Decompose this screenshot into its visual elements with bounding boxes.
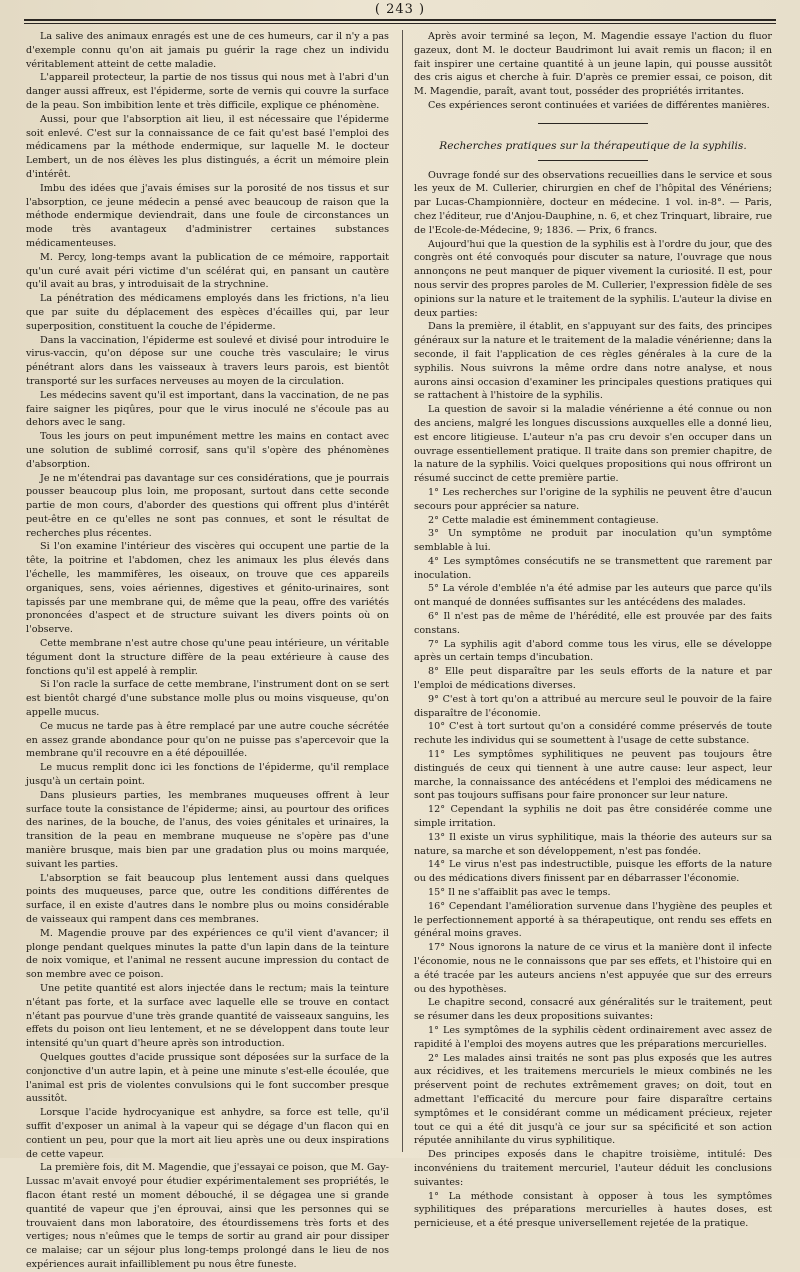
paragraph: 14° Le virus n'est pas indestructible, puisque les efforts de la nature ou des médications divers finissent par en débarrasser l'économie. bbox=[414, 859, 772, 885]
right-column bbox=[414, 30, 772, 1231]
left-column bbox=[26, 30, 389, 1272]
paragraph: Dans la première, il établit, en s'appuyant sur des faits, des principes généraux sur la nature et le traitement de la maladie vénérienne; dans la seconde, il fait l'application de ces règles générales à la cure de la syphilis. Nous suivrons la même ordre dans notre analyse, et nous aurons ainsi occasion d'examiner les principales questions pratiques qui se rattachent à l'histoire de la syphilis. bbox=[414, 321, 772, 402]
paragraph: 13° Il existe un virus syphilitique, mais la théorie des auteurs sur sa nature, sa marche et son développement, n'est pas fondée. bbox=[414, 831, 772, 857]
paragraph: 15° Il ne s'affaiblit pas avec le temps. bbox=[428, 887, 611, 899]
paragraph: La pénétration des médicamens employés dans les frictions, n'a lieu que par suite du déplacement des espèces d'écailles qui, par leur superposition, constituent la couche de l'épiderme. bbox=[26, 293, 389, 332]
paragraph: Si l'on racle la surface de cette membrane, l'instrument dont on se sert est bientôt chargé d'une substance molle plus ou moins visqueuse, qu'on appelle mucus. bbox=[26, 679, 389, 719]
paragraph: La question de savoir si la maladie vénérienne a été connue ou non des anciens, malgré les longues discussions auxquelles elle a donné lieu, est encore litigieuse. L'auteur n'a pas cru devoir s'en occuper dans un ouvrage essentiellement pratique. Il traite dans son premier chapitre, de la nature de la syphilis. Voici quelques propositions qui nous offriront un résumé succinct de cette première partie. bbox=[414, 404, 772, 485]
paragraph: Aussi, pour que l'absorption ait lieu, il est nécessaire que l'épiderme soit enlevé. C'est sur la connaissance de ce fait qu'est basé l'emploi des médicamens par la méthode endermique, sur laquelle M. le docteur Lembert, un de nos élèves les plus distingués, a écrit un mémoire plein d'intérêt. bbox=[26, 113, 389, 180]
paragraph: Le chapitre second, consacré aux généralités sur le traitement, peut se résumer dans les deux propositions suivantes: bbox=[414, 997, 772, 1023]
paragraph: Lorsque l'acide hydrocyanique est anhydre, sa force est telle, qu'il suffit d'exposer un animal à la vapeur qui se dégage d'un flacon qui en contient un peu, pour que la mort ait lieu après une ou deux inspirations de cette vapeur. bbox=[26, 1107, 389, 1160]
paragraph: Dans la vaccination, l'épiderme est soulevé et divisé pour introduire le virus-vaccin, qu'on dépose sur une couche très vasculaire; le virus pénétrant alors dans les vaisseaux à travers leurs parois, est bientôt transporté sur les surfaces nerveuses au moyen de la circulation. bbox=[26, 334, 389, 387]
right-intro bbox=[414, 30, 772, 113]
paragraph: Cette membrane n'est autre chose qu'une peau intérieure, un véritable tégument dont la structure diffère de la peau extérieure à cause des fonctions qu'il est appelé à remplir. bbox=[26, 638, 389, 677]
paragraph: Imbu des idées que j'avais émises sur la porosité de nos tissus et sur l'absorption, ce jeune médecin a pensé avec beaucoup de raison que la méthode endermique deviendrait, dans une foule de circonstances un mode très avantageux d'administrer certaines substances médicamenteuses. bbox=[26, 182, 389, 249]
section-heading: Recherches pratiques sur la thérapeutique de la syphilis. bbox=[439, 139, 747, 152]
paragraph: Après avoir terminé sa leçon, M. Magendie essaye l'action du fluor gazeux, dont M. le docteur Baudrimont lui avait remis un flacon; il en fait inspirer une certaine quantité à un jeune lapin, qui pousse aussitôt des cris aigus et cherche à fuir. D'après ce premier essai, ce poison, dit M. Magendie, paraît, avant tout, posséder des propriétés irritantes. bbox=[414, 31, 772, 98]
column-divider bbox=[402, 30, 403, 1152]
section-rule bbox=[538, 123, 648, 124]
paragraph: 9° C'est à tort qu'on a attribué au mercure seul le pouvoir de la faire disparaître de l'économie. bbox=[414, 693, 772, 719]
paragraph: 1° Les symptômes de la syphilis cèdent ordinairement avec assez de rapidité à l'emploi des moyens autres que les préparations mercurielles. bbox=[414, 1024, 772, 1050]
paragraph: 6° Il n'est pas de même de l'hérédité, elle est prouvée par des faits constans. bbox=[414, 611, 772, 636]
paragraph: Une petite quantité est alors injectée dans le rectum; mais la teinture n'étant pas forte, et la surface avec laquelle elle se trouve en contact n'étant pas pourvue d'une très grande quantité de vaisseaux sanguins, les effets du poison ont lieu lentement, et ne se développent dans toute leur intensité qu'un quart d'heure après son introduction. bbox=[26, 982, 389, 1050]
paragraph: M. Percy, long-temps avant la publication de ce mémoire, rapportait qu'un curé avait péri victime d'un scélérat qui, en pansant un cautère qu'il avait au bras, y introduisait de la strychnine. bbox=[26, 251, 389, 291]
paragraph: L'appareil protecteur, la partie de nos tissus qui nous met à l'abri d'un danger aussi affreux, est l'épiderme, sorte de vernis qui couvre la surface de la peau. Son imbibition lente et très difficile, explique ce phénomène. bbox=[26, 72, 389, 111]
paragraph: 2° Les malades ainsi traités ne sont pas plus exposés que les autres aux récidives, et les traitemens mercuriels le mieux combinés ne les préservent point de rechutes extrêmement graves; on doit, tout en admettant l'efficacité du mercure pour faire disparaître certains symptômes et le considérant comme un médicament précieux, rejeter tout ce qui a été dit jusqu'à ce jour sur sa spécificité et son action réputée annihilante du virus syphilitique. bbox=[414, 1052, 772, 1147]
section-rule-bottom bbox=[538, 160, 648, 161]
paragraph: Aujourd'hui que la question de la syphilis est à l'ordre du jour, que des congrès ont été convoqués pour discuter sa nature, l'ouvrage que nous annonçons ne peut manquer de piquer vivement la curiosité. Il est, pour nous servir des propres paroles de M. Cullerier, l'expression fidèle de ses opinions sur la nature et le traitement de la syphilis. L'auteur la divise en deux parties: bbox=[414, 238, 772, 319]
paragraph: Des principes exposés dans le chapitre troisième, intitulé: Des inconvéniens du traitement mercuriel, l'auteur déduit les conclusions suivantes: bbox=[414, 1149, 772, 1188]
paragraph: La première fois, dit M. Magendie, que j'essayai ce poison, que M. Gay-Lussac m'avait envoyé pour étudier expérimentalement ses propriétés, le flacon étant resté un moment débouché, il se dégagea une si grande quantité de vapeur que j'en éprouvai, ainsi que les personnes qui se trouvaient dans mon laboratoire, des étourdissemens très forts et des vertiges; nous n'eûmes que le temps de sortir au grand air pour dissiper ce malaise; car un séjour plus long-temps prolongé dans le lieu de nos expériences aurait infailliblement pu nous être funeste. bbox=[26, 1162, 389, 1270]
paragraph: L'absorption se fait beaucoup plus lentement aussi dans quelques points des muqueuses, parce que, outre les conditions différentes de surface, il en existe d'autres dans le nombre plus ou moins considérable de vaisseaux qui rampent dans ces membranes. bbox=[26, 872, 389, 925]
paragraph: 8° Elle peut disparaître par les seuls efforts de la nature et par l'emploi de médications diverses. bbox=[414, 666, 772, 692]
paragraph: Je ne m'étendrai pas davantage sur ces considérations, que je pourrais pousser beaucoup plus loin, me proposant, surtout dans cette seconde partie de mon cours, d'aborder des questions qui offrent plus d'intérêt peut-être en ce qu'elles ne sont pas connues, et sont le résultat de recherches plus récentes. bbox=[26, 472, 389, 539]
paragraph: Ouvrage fondé sur des observations recueillies dans le service et sous les yeux de M. Cullerier, chirurgien en chef de l'hôpital des Vénériens; par Lucas-Championnière, docteur en médecine. 1 vol. in-8°. — Paris, chez l'éditeur, rue d'Anjou-Dauphine, n. 6, et chez Trinquart, libraire, rue de l'Ecole-de-Médecine, 9; 1836. — Prix, 6 francs. bbox=[414, 169, 772, 236]
paragraph: 2° Cette maladie est éminemment contagieuse. bbox=[428, 514, 659, 526]
paragraph: 10° C'est à tort surtout qu'on a considéré comme préservés de toute rechute les individus qui se soumettent à l'usage de cette substance. bbox=[414, 721, 772, 747]
paragraph: 1° La méthode consistant à opposer à tous les symptômes syphilitiques des préparations mercurielles à hautes doses, est pernicieuse, et a été presque universellement rejetée de la pratique. bbox=[414, 1190, 772, 1230]
paragraph: Si l'on examine l'intérieur des viscères qui occupent une partie de la tête, la poitrine et l'abdomen, chez les animaux les plus élevés dans l'échelle, les mammifères, les oiseaux, on trouve que ces appareils organiques, sens, voies aériennes, digestives et génito-urinaires, sont tapissés par une membrane qui, de même que la peau, offre des variétés prononcées d'aspect et de structure suivant les divers points où on l'observe. bbox=[26, 541, 389, 636]
paragraph: Quelques gouttes d'acide prussique sont déposées sur la surface de la conjonctive d'un autre lapin, et à peine une minute s'est-elle écoulée, que l'animal est pris de violentes convulsions qui le font succomber presque aussitôt. bbox=[26, 1051, 389, 1105]
paragraph: Dans plusieurs parties, les membranes muqueuses offrent à leur surface toute la consistance de l'épiderme; ainsi, au pourtour des orifices des narines, de la bouche, de l'anus, des voies génitales et urinaires, la transition de la peau en membrane muqueuse ne s'opère pas d'une manière brusque, mais bien par une gradation plus ou moins marquée, suivant les parties. bbox=[26, 789, 389, 870]
paragraph: 5° La vérole d'emblée n'a été admise par les auteurs que parce qu'ils ont manqué de données suffisantes sur les antécédens des malades. bbox=[414, 583, 772, 609]
paragraph: La salive des animaux enragés est une de ces humeurs, car il n'y a pas d'exemple connu qu'on ait jamais pu guérir la rage chez un individu véritablement atteint de cette maladie. bbox=[26, 31, 389, 70]
right-body bbox=[414, 169, 772, 1231]
paragraph: 16° Cependant l'amélioration survenue dans l'hygiène des peuples et le perfectionnement apporté à sa thérapeutique, ont rendu ses effets en général moins graves. bbox=[414, 900, 772, 940]
paragraph: Les médecins savent qu'il est important, dans la vaccination, de ne pas faire saigner les piqûres, pour que le virus inoculé ne s'écoule pas au dehors avec le sang. bbox=[26, 389, 389, 429]
paragraph: Tous les jours on peut impunément mettre les mains en contact avec une solution de sublimé corrosif, sans qu'il s'opère des phénomènes d'absorption. bbox=[26, 431, 389, 470]
paragraph: 4° Les symptômes consécutifs ne se transmettent que rarement par inoculation. bbox=[414, 555, 772, 581]
paragraph: 17° Nous ignorons la nature de ce virus et la manière dont il infecte l'économie, nous ne le connaissons que par ses effets, et l'histoire qui en a été tracée par les auteurs anciens n'est appuyée que sur des erreurs ou des hypothèses. bbox=[414, 942, 772, 995]
paragraph: 1° Les recherches sur l'origine de la syphilis ne peuvent être d'aucun secours pour apprécier sa nature. bbox=[414, 486, 772, 512]
header-rule-thin bbox=[24, 23, 776, 24]
paragraph: 7° La syphilis agit d'abord comme tous les virus, elle se développe après un certain temps d'incubation. bbox=[414, 638, 772, 664]
paragraph: Ces expériences seront continuées et variées de différentes manières. bbox=[428, 99, 770, 111]
paragraph: M. Magendie prouve par des expériences ce qu'il vient d'avancer; il plonge pendant quelques minutes la patte d'un lapin dans de la teinture de noix vomique, et l'animal ne ressent aucune impression du contact de son membre avec ce poison. bbox=[26, 927, 389, 981]
paragraph: Le mucus remplit donc ici les fonctions de l'épiderme, qu'il remplace jusqu'à un certain point. bbox=[26, 762, 389, 788]
page-number: ( 243 ) bbox=[374, 2, 426, 17]
header-rule bbox=[24, 19, 776, 21]
paragraph: 3° Un symptôme ne produit par inoculation qu'un symptôme semblable à lui. bbox=[414, 528, 772, 554]
paragraph: 11° Les symptômes syphilitiques ne peuvent pas toujours être distingués de ceux qui tiennent à une autre cause: leur aspect, leur marche, la connaissance des antécédens et l'emploi des médicamens ne sont pas toujours suffisans pour faire prononcer sur leur nature. bbox=[414, 749, 772, 802]
paragraph: Ce mucus ne tarde pas à être remplacé par une autre couche sécrétée en assez grande abondance pour qu'on ne puisse pas s'apercevoir que la membrane qu'il recouvre en a été dépouillée. bbox=[26, 720, 389, 760]
paragraph: 12° Cependant la syphilis ne doit pas être considérée comme une simple irritation. bbox=[414, 804, 772, 830]
